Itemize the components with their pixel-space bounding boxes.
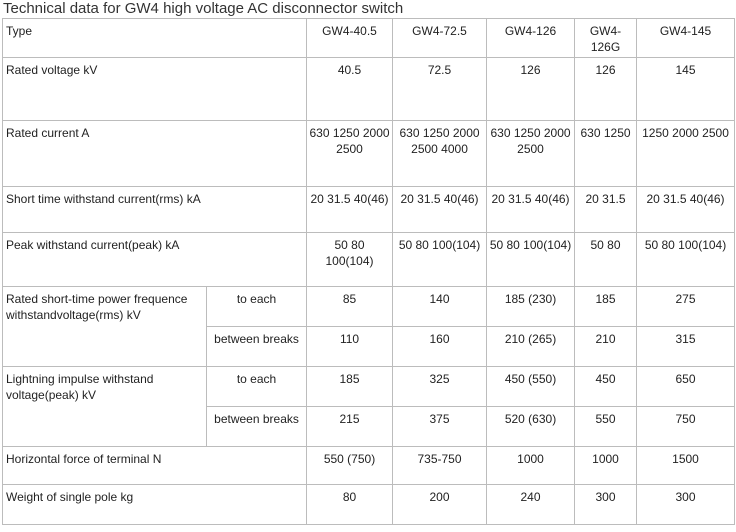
table-cell: 325	[393, 367, 487, 407]
table-cell: 375	[393, 407, 487, 447]
row-label: Weight of single pole kg	[3, 485, 307, 525]
table-cell: 50 80 100(104)	[307, 233, 393, 287]
table-cell: 50 80 100(104)	[393, 233, 487, 287]
table-cell: 80	[307, 485, 393, 525]
table-cell: 50 80 100(104)	[487, 233, 575, 287]
row-label: Peak withstand current(peak) kA	[3, 233, 307, 287]
sub-row-label: to each	[207, 367, 307, 407]
table-cell: 126	[575, 58, 637, 121]
row-label: Horizontal force of terminal N	[3, 447, 307, 485]
table-row-type	[3, 19, 735, 58]
row-label: Lightning impulse withstand voltage(peak) kV	[3, 367, 207, 447]
table-cell: 215	[307, 407, 393, 447]
table-row-weight	[3, 485, 735, 525]
table-cell: 1000	[487, 447, 575, 485]
sub-row-label: to each	[207, 287, 307, 327]
table-cell: 630 1250 2000 2500	[487, 121, 575, 187]
table-row-power-freq-to-each	[3, 287, 735, 327]
type-label: Type	[3, 19, 307, 58]
table-row-short-time	[3, 187, 735, 233]
table-cell: 1500	[637, 447, 735, 485]
table-cell: 550	[575, 407, 637, 447]
table-cell: 630 1250 2000 2500	[307, 121, 393, 187]
table-cell: 20 31.5 40(46)	[487, 187, 575, 233]
table-cell: 630 1250 2000 2500 4000	[393, 121, 487, 187]
model-header: GW4-72.5	[393, 19, 487, 58]
sub-row-label: between breaks	[207, 327, 307, 367]
model-header: GW4-126G	[575, 19, 637, 58]
table-cell: 185 (230)	[487, 287, 575, 327]
table-cell: 50 80	[575, 233, 637, 287]
table-cell: 300	[637, 485, 735, 525]
table-cell: 20 31.5	[575, 187, 637, 233]
table-row-rated-voltage	[3, 58, 735, 121]
table-cell: 210	[575, 327, 637, 367]
table-cell: 450	[575, 367, 637, 407]
table-cell: 20 31.5 40(46)	[307, 187, 393, 233]
table-cell: 140	[393, 287, 487, 327]
table-cell: 20 31.5 40(46)	[637, 187, 735, 233]
table-cell: 1250 2000 2500	[637, 121, 735, 187]
row-label: Rated current A	[3, 121, 307, 187]
table-cell: 550 (750)	[307, 447, 393, 485]
row-label: Rated short-time power frequence withstandvoltage(rms) kV	[3, 287, 207, 367]
row-label: Rated voltage kV	[3, 58, 307, 121]
table-cell: 85	[307, 287, 393, 327]
table-cell: 300	[575, 485, 637, 525]
table-cell: 72.5	[393, 58, 487, 121]
model-header: GW4-126	[487, 19, 575, 58]
table-cell: 20 31.5 40(46)	[393, 187, 487, 233]
table-cell: 200	[393, 485, 487, 525]
table-cell: 275	[637, 287, 735, 327]
table-cell: 650	[637, 367, 735, 407]
table-row-horizontal-force	[3, 447, 735, 485]
sub-row-label: between breaks	[207, 407, 307, 447]
table-cell: 1000	[575, 447, 637, 485]
table-cell: 735-750	[393, 447, 487, 485]
table-cell: 50 80 100(104)	[637, 233, 735, 287]
table-cell: 630 1250	[575, 121, 637, 187]
table-cell: 185	[307, 367, 393, 407]
table-cell: 145	[637, 58, 735, 121]
table-cell: 240	[487, 485, 575, 525]
row-label: Short time withstand current(rms) kA	[3, 187, 307, 233]
table-cell: 450 (550)	[487, 367, 575, 407]
table-cell: 160	[393, 327, 487, 367]
page-title: Technical data for GW4 high voltage AC disconnector switch	[3, 0, 404, 17]
table-cell: 520 (630)	[487, 407, 575, 447]
table-cell: 210 (265)	[487, 327, 575, 367]
table-row-peak	[3, 233, 735, 287]
table-cell: 315	[637, 327, 735, 367]
table-row-lightning-to-each	[3, 367, 735, 407]
table-row-rated-current	[3, 121, 735, 187]
table-cell: 126	[487, 58, 575, 121]
technical-data-table	[2, 18, 735, 525]
table-cell: 185	[575, 287, 637, 327]
model-header: GW4-145	[637, 19, 735, 58]
table-cell: 750	[637, 407, 735, 447]
table-cell: 110	[307, 327, 393, 367]
table-cell: 40.5	[307, 58, 393, 121]
model-header: GW4-40.5	[307, 19, 393, 58]
